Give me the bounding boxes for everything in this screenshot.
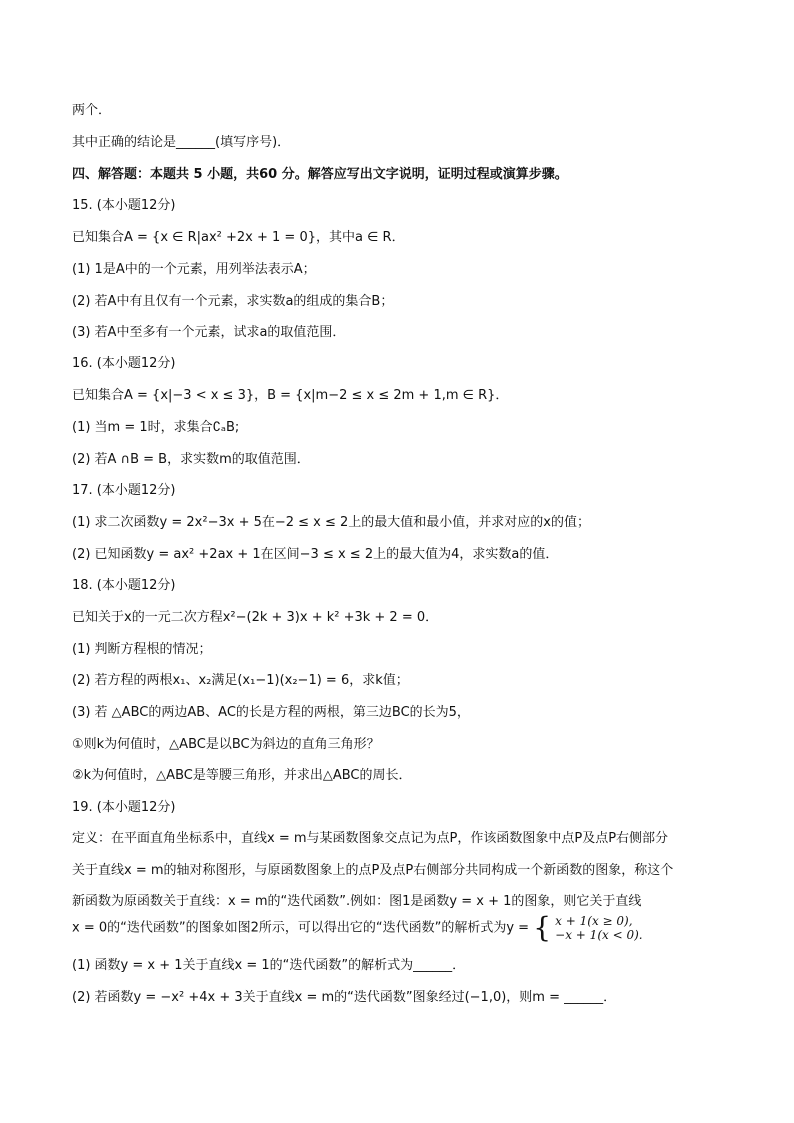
piecewise-line xyxy=(72,911,643,944)
text-line: (2) 若方程的两根x₁、x₂满足(x₁−1)(x₂−1) = 6，求k值； xyxy=(72,673,409,688)
text-line: (3) 若 △ABC的两边AB、AC的长是方程的两根，第三边BC的长为5， xyxy=(72,705,470,720)
text-line: (2) 若函数y = −x² +4x + 3关于直线x = m的“迭代函数”图象经过(−1,0)，则m = ______． xyxy=(72,990,617,1005)
section-heading: 四、解答题：本题共 5 小题，共60 分。解答应写出文字说明，证明过程或演算步骤。 xyxy=(72,167,568,182)
text-line: 两个． xyxy=(72,103,112,118)
text-line: x = 0的“迭代函数”的图象如图2所示，可以得出它的“迭代函数”的解析式为y = xyxy=(72,920,530,936)
text-line: 其中正确的结论是______(填写序号)． xyxy=(72,135,291,150)
question-number: 16. (本小题12分) xyxy=(72,356,176,371)
text-line: 新函数为原函数关于直线：x = m的“迭代函数”.例如：图1是函数y = x + 1的图象，则它关于直线 xyxy=(72,894,642,909)
text-line: (1) 1是A中的一个元素，用列举法表示A； xyxy=(72,262,316,277)
text-line: (2) 若A ∩B = B，求实数m的取值范围． xyxy=(72,452,310,467)
question-number: 18. (本小题12分) xyxy=(72,578,176,593)
question-number: 19. (本小题12分) xyxy=(72,800,176,815)
text-line: ②k为何值时，△ABC是等腰三角形，并求出△ABC的周长． xyxy=(72,768,412,783)
text-line: (1) 函数y = x + 1关于直线x = 1的“迭代函数”的解析式为______． xyxy=(72,958,466,973)
text-line: (1) 当m = 1时，求集合∁ₐB; xyxy=(72,420,240,435)
text-line: 定义：在平面直角坐标系中，直线x = m与某函数图象交点记为点P，作该函数图象中点P及点P右侧部分 xyxy=(72,831,669,846)
text-line: (2) 已知函数y = ax² +2ax + 1在区间−3 ≤ x ≤ 2上的最大值为4，求实数a的值． xyxy=(72,547,559,562)
text-line: (3) 若A中至多有一个元素，试求a的取值范围． xyxy=(72,325,346,340)
text-line: 已知集合A = {x|−3 < x ≤ 3}，B = {x|m−2 ≤ x ≤ 2m + 1,m ∈ R}． xyxy=(72,388,509,403)
text-line: ①则k为何值时，△ABC是以BC为斜边的直角三角形？ xyxy=(72,737,380,752)
text-line: 关于直线x = m的轴对称图形，与原函数图象上的点P及点P右侧部分共同构成一个新函数的图象，称这个 xyxy=(72,863,674,878)
text-line: (1) 求二次函数y = 2x²−3x + 5在−2 ≤ x ≤ 2上的最大值和最小值，并求对应的x的值； xyxy=(72,515,590,530)
piecewise-cases xyxy=(555,914,642,942)
left-brace: { xyxy=(533,911,552,944)
text-line: (2) 若A中有且仅有一个元素，求实数a的组成的集合B； xyxy=(72,294,394,309)
question-number: 15. (本小题12分) xyxy=(72,198,176,213)
text-line: 已知关于x的一元二次方程x²−(2k + 3)x + k² +3k + 2 = 0． xyxy=(72,610,439,625)
piecewise-case-2: −x + 1(x < 0). xyxy=(555,928,643,942)
question-number: 17. (本小题12分) xyxy=(72,483,176,498)
text-line: (1) 判断方程根的情况； xyxy=(72,642,212,657)
piecewise-case-1: x + 1(x ≥ 0), xyxy=(555,914,633,928)
text-line: 已知集合A = {x ∈ R|ax² +2x + 1 = 0}，其中a ∈ R． xyxy=(72,230,405,245)
